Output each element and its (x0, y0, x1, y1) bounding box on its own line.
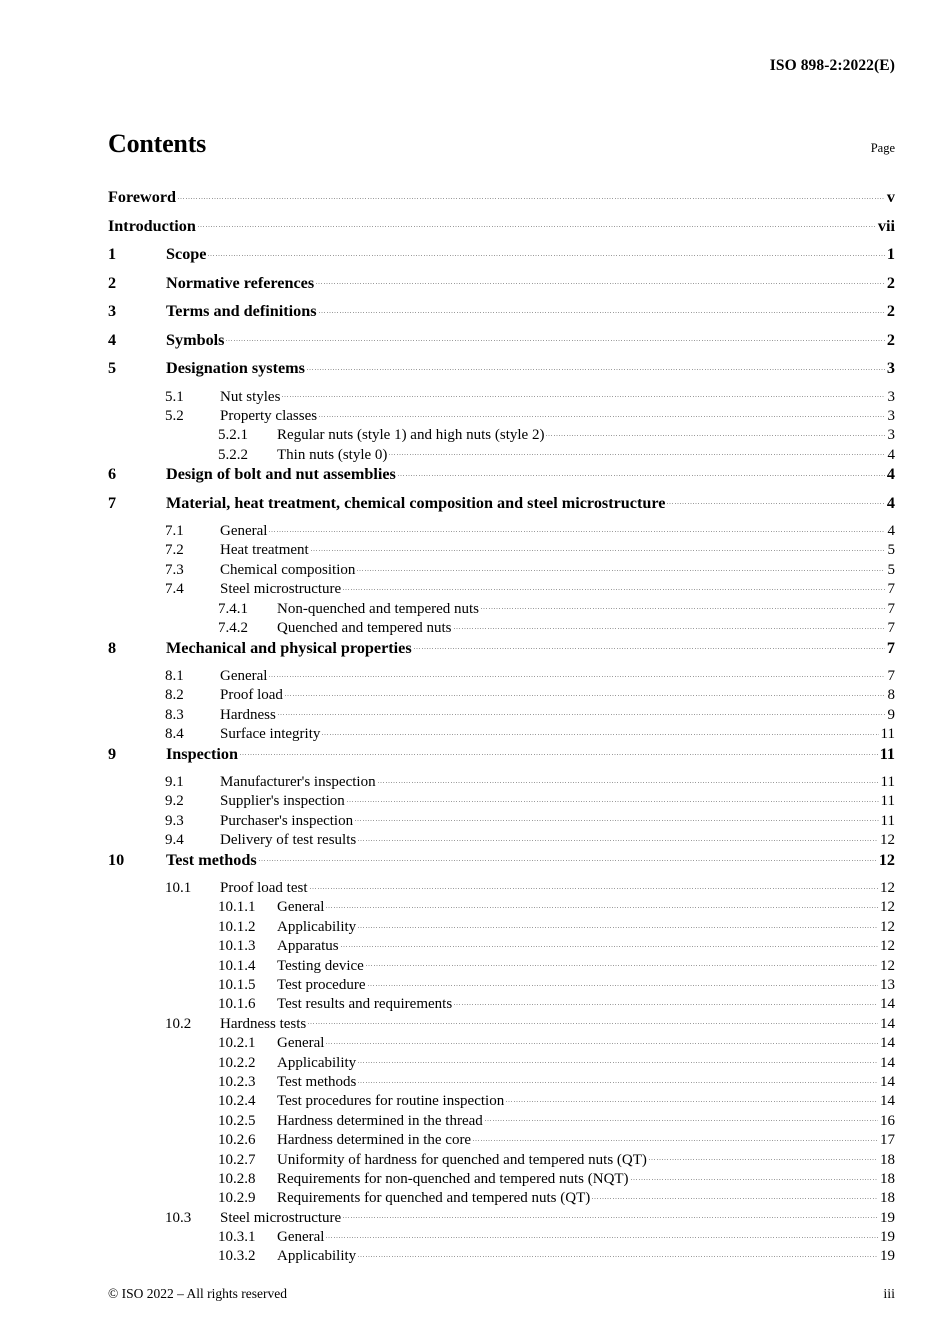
toc-dot-leader (631, 1168, 878, 1183)
toc-entry[interactable] (108, 1245, 895, 1264)
table-of-contents (108, 186, 895, 1265)
toc-entry[interactable] (108, 849, 895, 878)
toc-entry-title: Purchaser's inspection (220, 812, 354, 829)
toc-dot-leader (310, 877, 879, 892)
toc-entry-number: 6 (108, 465, 117, 484)
toc-entry-title: Symbols (166, 330, 225, 349)
toc-entry-page-number: 14 (880, 1015, 895, 1032)
toc-entry-page-number: 16 (880, 1112, 895, 1129)
toc-entry-number: 10.2.5 (218, 1112, 256, 1129)
toc-entry-title: Property classes (220, 407, 318, 424)
toc-entry-title: Test results and requirements (277, 996, 453, 1013)
toc-entry-number: 10.1.4 (218, 957, 256, 974)
toc-entry-title: Quenched and tempered nuts (277, 620, 452, 637)
page-footer (108, 1286, 895, 1303)
toc-entry-number: 5.2.2 (218, 446, 248, 463)
toc-entry-title: General (220, 523, 268, 540)
toc-entry-page-number: 3 (887, 388, 895, 405)
toc-entry[interactable] (108, 617, 895, 636)
toc-entry[interactable] (108, 559, 895, 578)
toc-entry-title: Foreword (108, 188, 177, 207)
page-title: Contents (108, 129, 207, 158)
toc-entry-number: 9.3 (165, 812, 184, 829)
toc-entry-page-number: 12 (880, 918, 895, 935)
toc-entry-page-number: 2 (886, 330, 895, 349)
toc-entry-page-number: 18 (880, 1170, 895, 1187)
toc-entry[interactable] (108, 386, 895, 405)
toc-entry[interactable] (108, 186, 895, 215)
toc-entry-title: Proof load test (220, 880, 308, 897)
toc-entry-title: General (277, 1035, 325, 1052)
toc-dot-leader (282, 386, 885, 401)
running-header-standard-ref: ISO 898-2:2022(E) (769, 57, 895, 74)
toc-dot-leader (307, 357, 885, 373)
toc-entry-page-number: 11 (880, 726, 895, 743)
toc-dot-leader (358, 1245, 878, 1260)
toc-entry-number: 8.2 (165, 687, 184, 704)
toc-entry[interactable] (108, 492, 895, 521)
toc-dot-leader (506, 1090, 878, 1105)
toc-dot-leader (259, 849, 877, 865)
toc-entry-title: Thin nuts (style 0) (277, 446, 388, 463)
toc-dot-leader (378, 771, 879, 786)
toc-entry[interactable] (108, 1013, 895, 1032)
toc-entry-page-number: 14 (880, 996, 895, 1013)
toc-dot-leader (269, 520, 885, 535)
toc-dot-leader (326, 1032, 878, 1047)
toc-entry-title: Non-quenched and tempered nuts (277, 600, 480, 617)
toc-entry-number: 10.2.1 (218, 1035, 256, 1052)
toc-entry-title: Nut styles (220, 388, 281, 405)
toc-entry[interactable] (108, 405, 895, 424)
toc-entry[interactable] (108, 444, 895, 463)
toc-entry-number: 10.2.3 (218, 1073, 256, 1090)
toc-dot-leader (389, 444, 885, 459)
toc-entry-number: 10.2.8 (218, 1170, 256, 1187)
toc-entry-number: 2 (108, 273, 117, 292)
toc-entry-title: Supplier's inspection (220, 793, 345, 810)
toc-entry[interactable] (108, 1129, 895, 1148)
toc-entry[interactable] (108, 810, 895, 829)
toc-entry-page-number: 4 (887, 446, 895, 463)
toc-entry-title: Hardness tests (220, 1015, 307, 1032)
toc-entry-number: 10.3 (165, 1209, 192, 1226)
toc-entry[interactable] (108, 520, 895, 539)
toc-entry[interactable] (108, 598, 895, 617)
toc-entry-title: Test methods (166, 850, 257, 869)
toc-dot-leader (208, 243, 884, 259)
toc-entry-page-number: 8 (887, 687, 895, 704)
toc-entry-page-number: 7 (887, 620, 895, 637)
toc-entry[interactable] (108, 1149, 895, 1168)
toc-entry-page-number: 2 (886, 302, 895, 321)
toc-entry[interactable] (108, 539, 895, 558)
toc-entry-page-number: 11 (880, 793, 895, 810)
toc-dot-leader (269, 665, 885, 680)
toc-dot-leader (278, 704, 885, 719)
toc-entry-page-number: 12 (878, 850, 895, 869)
toc-entry-title: Design of bolt and nut assemblies (166, 465, 396, 484)
toc-entry-number: 10.2.7 (218, 1151, 256, 1168)
toc-entry-title: Uniformity of hardness for quenched and tempered nuts (QT) (277, 1151, 647, 1168)
toc-entry[interactable] (108, 993, 895, 1012)
toc-entry-page-number: 2 (886, 273, 895, 292)
toc-entry-number: 9.1 (165, 773, 184, 790)
toc-dot-leader (649, 1149, 878, 1164)
toc-entry-number: 10.3.1 (218, 1229, 256, 1246)
page-column-label: Page (870, 141, 895, 155)
toc-entry-page-number: 11 (880, 812, 895, 829)
toc-entry-page-number: 1 (886, 245, 895, 264)
toc-dot-leader (326, 896, 878, 911)
toc-dot-leader (198, 215, 876, 231)
toc-entry-title: Mechanical and physical properties (166, 638, 412, 657)
toc-entry-title: Designation systems (166, 359, 305, 378)
toc-entry[interactable] (108, 357, 895, 386)
toc-entry-number: 10.3.2 (218, 1248, 256, 1265)
toc-dot-leader (285, 684, 885, 699)
toc-dot-leader (398, 463, 885, 479)
toc-entry[interactable] (108, 790, 895, 809)
toc-entry[interactable] (108, 742, 895, 771)
toc-dot-leader (454, 617, 885, 632)
toc-entry-number: 9.2 (165, 793, 184, 810)
toc-dot-leader (358, 916, 878, 931)
toc-entry-number: 10.2.4 (218, 1093, 256, 1110)
toc-entry-title: Steel microstructure (220, 1209, 342, 1226)
toc-entry[interactable] (108, 974, 895, 993)
toc-entry-number: 10.1.5 (218, 976, 256, 993)
toc-entry-number: 10.1.3 (218, 938, 256, 955)
toc-dot-leader (368, 974, 879, 989)
toc-entry-page-number: 11 (880, 773, 895, 790)
toc-entry-page-number: 14 (880, 1035, 895, 1052)
toc-dot-leader (311, 539, 885, 554)
footer-page-number: iii (883, 1287, 895, 1302)
toc-entry-number: 7 (108, 493, 117, 512)
toc-entry-title: Terms and definitions (166, 302, 317, 321)
toc-entry-page-number: 4 (887, 523, 895, 540)
toc-entry-page-number: 17 (880, 1132, 895, 1149)
toc-dot-leader (358, 1052, 878, 1067)
toc-entry[interactable] (108, 935, 895, 954)
toc-entry[interactable] (108, 684, 895, 703)
toc-entry[interactable] (108, 578, 895, 597)
toc-entry-number: 8.3 (165, 706, 184, 723)
toc-entry-page-number: 5 (887, 561, 895, 578)
toc-entry-number: 10.2.9 (218, 1190, 256, 1207)
toc-entry-title: Test procedure (277, 976, 366, 993)
toc-entry-title: Manufacturer's inspection (220, 773, 376, 790)
toc-dot-leader (347, 790, 879, 805)
toc-dot-leader (473, 1129, 878, 1144)
toc-entry-title: Normative references (166, 273, 315, 292)
toc-entry-title: Steel microstructure (220, 581, 342, 598)
toc-entry-number: 7.4.1 (218, 600, 248, 617)
toc-dot-leader (546, 424, 885, 439)
toc-entry[interactable] (108, 665, 895, 684)
toc-entry-page-number: 5 (887, 542, 895, 559)
toc-entry-title: General (277, 1229, 325, 1246)
toc-dot-leader (481, 598, 885, 613)
toc-entry[interactable] (108, 1032, 895, 1051)
toc-entry-page-number: vii (877, 216, 895, 235)
toc-entry[interactable] (108, 243, 895, 272)
toc-entry-page-number: 19 (880, 1229, 895, 1246)
toc-dot-leader (178, 186, 885, 202)
toc-entry-title: Material, heat treatment, chemical composition and steel microstructure (166, 493, 666, 512)
toc-entry-title: Test methods (277, 1073, 357, 1090)
toc-entry-page-number: 19 (880, 1209, 895, 1226)
toc-entry-page-number: 4 (886, 465, 895, 484)
toc-entry[interactable] (108, 300, 895, 329)
toc-entry-page-number: 18 (880, 1190, 895, 1207)
toc-entry[interactable] (108, 1226, 895, 1245)
toc-entry[interactable] (108, 1052, 895, 1071)
toc-entry[interactable] (108, 463, 895, 492)
toc-entry-number: 5.1 (165, 388, 184, 405)
toc-entry-page-number: 12 (880, 832, 895, 849)
toc-dot-leader (316, 272, 885, 288)
toc-dot-leader (240, 742, 878, 758)
toc-entry-title: Scope (166, 245, 207, 264)
toc-dot-leader (414, 636, 885, 652)
copyright-notice: © ISO 2022 – All rights reserved (108, 1286, 287, 1301)
toc-entry-title: Applicability (277, 1054, 357, 1071)
toc-dot-leader (326, 1226, 878, 1241)
toc-entry[interactable] (108, 771, 895, 790)
toc-entry-page-number: 14 (880, 1073, 895, 1090)
toc-entry-page-number: 12 (880, 938, 895, 955)
toc-entry-number: 10.2.2 (218, 1054, 256, 1071)
toc-entry-number: 9 (108, 744, 117, 763)
toc-dot-leader (485, 1110, 878, 1125)
toc-entry-number: 10.2 (165, 1015, 192, 1032)
toc-entry-number: 7.4.2 (218, 620, 248, 637)
toc-entry[interactable] (108, 896, 895, 915)
toc-entry-number: 8.1 (165, 667, 184, 684)
toc-entry-title: Heat treatment (220, 542, 309, 559)
toc-entry-title: Delivery of test results (220, 832, 357, 849)
toc-entry[interactable] (108, 1207, 895, 1226)
toc-entry-page-number: 9 (887, 706, 895, 723)
toc-entry-title: Applicability (277, 1248, 357, 1265)
toc-entry-number: 5.2.1 (218, 427, 248, 444)
toc-entry-title: Introduction (108, 216, 196, 235)
toc-entry-page-number: 7 (887, 581, 895, 598)
toc-dot-leader (358, 829, 878, 844)
toc-entry-page-number: v (886, 188, 895, 207)
toc-entry-page-number: 7 (887, 600, 895, 617)
toc-dot-leader (358, 1071, 878, 1086)
toc-entry[interactable] (108, 1168, 895, 1187)
toc-entry-title: Requirements for non-quenched and tempered nuts (NQT) (277, 1170, 629, 1187)
toc-dot-leader (319, 405, 885, 420)
toc-dot-leader (592, 1187, 878, 1202)
toc-entry-number: 10.1 (165, 880, 192, 897)
toc-entry-number: 5.2 (165, 407, 184, 424)
toc-entry-page-number: 4 (886, 493, 895, 512)
toc-entry[interactable] (108, 829, 895, 848)
toc-entry-page-number: 7 (886, 638, 895, 657)
toc-entry-number: 10.1.6 (218, 996, 256, 1013)
toc-entry-page-number: 7 (887, 667, 895, 684)
toc-dot-leader (343, 578, 885, 593)
toc-dot-leader (341, 935, 878, 950)
toc-entry-title: Hardness determined in the thread (277, 1112, 483, 1129)
toc-entry-title: Test procedures for routine inspection (277, 1093, 505, 1110)
toc-entry-title: Applicability (277, 918, 357, 935)
toc-entry-number: 7.1 (165, 523, 184, 540)
toc-entry-page-number: 12 (880, 899, 895, 916)
contents-title-row (108, 129, 895, 159)
toc-entry-title: Chemical composition (220, 561, 356, 578)
toc-entry[interactable] (108, 1110, 895, 1129)
toc-entry[interactable] (108, 215, 895, 244)
toc-dot-leader (667, 492, 884, 508)
toc-entry-number: 10.1.1 (218, 899, 256, 916)
toc-entry-number: 9.4 (165, 832, 184, 849)
toc-dot-leader (319, 300, 885, 316)
toc-entry-number: 1 (108, 245, 117, 264)
toc-entry-number: 8.4 (165, 726, 184, 743)
toc-entry-title: Regular nuts (style 1) and high nuts (style 2) (277, 427, 545, 444)
toc-entry-page-number: 14 (880, 1054, 895, 1071)
toc-entry-page-number: 12 (880, 880, 895, 897)
toc-entry[interactable] (108, 877, 895, 896)
toc-entry[interactable] (108, 955, 895, 974)
toc-entry[interactable] (108, 1187, 895, 1206)
toc-entry[interactable] (108, 329, 895, 358)
toc-entry-page-number: 19 (880, 1248, 895, 1265)
toc-entry-title: General (220, 667, 268, 684)
toc-entry-title: Inspection (166, 744, 238, 763)
toc-entry[interactable] (108, 636, 895, 665)
toc-entry-title: General (277, 899, 325, 916)
toc-entry-title: Testing device (277, 957, 364, 974)
toc-entry-page-number: 18 (880, 1151, 895, 1168)
toc-entry[interactable] (108, 424, 895, 443)
toc-dot-leader (366, 955, 878, 970)
toc-entry-page-number: 12 (880, 957, 895, 974)
toc-entry[interactable] (108, 723, 895, 742)
toc-entry-number: 8 (108, 638, 117, 657)
toc-entry[interactable] (108, 1071, 895, 1090)
toc-entry-number: 7.4 (165, 581, 184, 598)
toc-entry[interactable] (108, 916, 895, 935)
toc-entry[interactable] (108, 704, 895, 723)
toc-entry-number: 10.1.2 (218, 918, 256, 935)
toc-dot-leader (322, 723, 878, 738)
toc-entry[interactable] (108, 272, 895, 301)
toc-entry-title: Proof load (220, 687, 283, 704)
toc-entry-number: 7.2 (165, 542, 184, 559)
toc-entry[interactable] (108, 1090, 895, 1109)
toc-dot-leader (226, 329, 884, 345)
toc-entry-number: 3 (108, 302, 117, 321)
toc-dot-leader (454, 993, 878, 1008)
toc-entry-title: Requirements for quenched and tempered nuts (QT) (277, 1190, 591, 1207)
toc-entry-page-number: 13 (880, 976, 895, 993)
toc-entry-title: Surface integrity (220, 726, 321, 743)
toc-dot-leader (308, 1013, 878, 1028)
toc-entry-number: 10.2.6 (218, 1132, 256, 1149)
toc-entry-page-number: 3 (887, 407, 895, 424)
toc-entry-number: 5 (108, 359, 117, 378)
toc-entry-number: 7.3 (165, 561, 184, 578)
toc-dot-leader (355, 810, 878, 825)
toc-entry-number: 4 (108, 330, 117, 349)
toc-dot-leader (357, 559, 885, 574)
toc-entry-page-number: 3 (886, 359, 895, 378)
toc-entry-number: 10 (108, 850, 125, 869)
toc-entry-title: Hardness determined in the core (277, 1132, 472, 1149)
toc-entry-page-number: 3 (887, 427, 895, 444)
toc-entry-page-number: 14 (880, 1093, 895, 1110)
toc-dot-leader (343, 1207, 878, 1222)
toc-entry-title: Hardness (220, 706, 276, 723)
toc-entry-title: Apparatus (277, 938, 339, 955)
toc-entry-page-number: 11 (879, 744, 895, 763)
